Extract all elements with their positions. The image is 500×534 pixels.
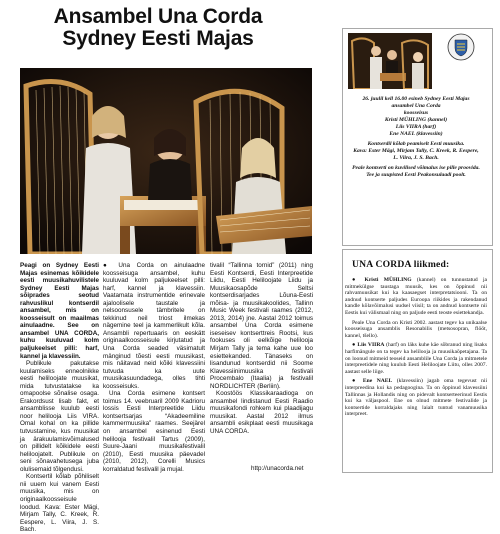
consulate-crest-icon [447, 33, 475, 61]
headline-line2: Sydney Eesti Majas [62, 27, 254, 50]
event-line: koosseisus [403, 110, 429, 116]
article-column-2 [103, 262, 205, 473]
article-paragraph: Una Corda esimene kontsert toimus 14. veebruaril 2009 Kadrioru lossis Eesti Interpreetide Liidu kontsertsarjas “Akadeemiline kammermuusika” raames. Seejärel on ansambel esinenud Eesti helilooja festivalil Tartus (2009), Suure-Jaani muusikafestivalil (2010), Eesti muusika päevadel (2010, 2012), Corelli Musics korraldatud festivalil ja mujal. [103, 390, 205, 473]
member-name: Ene NAEL [362, 378, 393, 385]
event-photo [348, 33, 432, 89]
article-paragraph: ● Una Corda on ainulaadne koosseisuga ansambel, kuhu kuuluvad kolm paljukeelset pilli: harf, kannel ja klavessiin. Vaatamata instrumentide erinevale ajaloolisele taustale ja nelsoonsusele tämbritele on tekkinud neil triost ilmekas nägemine teel ja kammerlikult kõla. Ansambli repertuaaris on eeskätt originaalkoosseisule kirjutatud ja Una Corda seaded väsimatult mänginud tõesti eesti muusikast, mis näitavad neid kõiki klavessiini tutvuda ka uute muusikasuundadega, olles tihti koosseisuks. [103, 262, 205, 390]
event-member-line: Ene NAEL (klavessiin) [389, 131, 443, 137]
headline-line1: Ansambel Una Corda [53, 5, 263, 28]
ensemble-photo [20, 68, 312, 254]
event-line: Kontserdil kõlab peamiselt Eesti muusika. [367, 141, 465, 147]
member-bio: ● Liis VIIRA (harf) on läks kuhe käe sõbranud ning lisaks harfimängule on ta tegev ka helilooja ja muusikaõpetajana. Ta on loonud mitmeid teoseid ansamblile Una Corda ja mitmetele interpreetidele ning kuulub Eesti Heliloojate Liitu, olles 2007. aastast selle liige. [345, 342, 488, 375]
event-line: Tee ja suupisted Eesti Peakonsulaadi poolt. [366, 172, 466, 178]
member-bio: ● Ene NAEL (klavessiin) jagab oma tegevust nii interpreedina kui ka pedagoogina. Ta on õppinud klavessiini Tallinnas ja Hollandis ning on pidevalt kontserteerinud Eestis kui ka väljaspool. Ene on olnud mitmete festivalide ja kontsertide korraldajaks ning laialt tuntud vanamuusika interpreet. [345, 378, 487, 418]
headline [0, 6, 316, 50]
event-date-line: 26. juulil kell 16.00 esineb Sydney Eesti Majas [362, 96, 470, 102]
event-line: L. Viira, J. S. Bach. [393, 155, 439, 161]
event-line: Kava: Ester Mägi, Mirjam Tally, C. Kreek, R. Eespere, [353, 148, 479, 154]
event-ensemble-line: ansambel Una Corda [391, 103, 441, 109]
members-text [345, 277, 487, 421]
event-member-line: Liis VIIRA (harf) [395, 124, 437, 130]
member-name: Kristi MÜHLING [364, 277, 412, 283]
article-paragraph: Kontsertil kõlab põhiliselt nii uuem kui vanem Eesti muusika, mis on originaalkoosseisule loodud. Kava: Ester Mägi, Mirjam Tally, C. Kreek, R. Eespere, L. Viira, J. S. Bach. [20, 473, 99, 534]
article-column-3 [210, 262, 313, 436]
member-bio: Peale Una Corda on Kristi 2002. aastast tegev ka unikaalse koosseisuga ansamblis Resonabilis (metsosopran, flööt, kannel, tšello). [345, 319, 487, 339]
article-paragraph: Koostöös Klassikaraadioga on ansambel lindistanud Eesti Raadio muusikafondi rohkem kui plaadijagu muusikat. Aastal 2012 ilmus ansambli esikplaat eesti muusikaga UNA CORDA. [210, 390, 313, 436]
event-line: Peale kontserti on kuvilised võimalus ise pille proovida. [352, 165, 480, 171]
event-member-line: Kristi MÜHLING (kannel) [384, 117, 448, 123]
article-paragraph: tivalil “Tallinna tornid” (2011) ning Eesti Kontserdi, Eesti Interpreetide Liidu, Eesti Heliloojate Liidu ja Muusikaosapõde Seltsi kontserdisarjades Lõuna-Eesti mõisa- ja muusikakoolides, Tallinn Music Week festivali raames (2012, 2013, 2014) jne. Aastal 2012 toimus ansambel Una Corda esimene iseseisev kontserttreis Rootsi, kus fookuses oli eelkõige helilooja Mirjam Tally ja tema kahe uue loo esiettekanded. Tänaseks on lisandunud kontserdid nii Soome Klavessiinimuusika festivali Procembalo (Itaalia) ja festivalil NORDLICHTER (Berliin). [210, 262, 313, 390]
article-paragraph: Publikule pakutakse kuulamiseks enneolnikke eesti heliloojate muusikat, mida tutvustatakse ka omapoolse sõnalise osaga. Erakordsust lisab fakt, et ansamblisse kuulub eesti noor heliloojа Liis VIRA. Omal kohal on ka pillide tutvustamine, kus muusikat ja ärakuulamisvõimalused on pillidelt kõikidele eesti heliloojatelt. Publikule on seni sõnavahetusega juba olulisemaid tõlgendusi. [20, 360, 99, 473]
member-name: Liis VIIRA [357, 342, 385, 349]
article-lead: Peagi on Sydney Eesti Majas esinemas kõikidele eesti muusikahuvilistele Sydney Eesti Majas sõiprades seotud rahvuslikul kontserdil ansambel, mis on koosseisult on maailmas ainulaadne. See on ansambel UNA CORDA, kuhu kuuluvad kolm paljukeelset pilli: harf, kannel ja klavessiin. [20, 262, 99, 360]
article-column-1 [20, 262, 99, 534]
members-heading: UNA CORDA liikmed: [352, 259, 450, 270]
member-bio: ● Kristi MÜHLING (kannel) on tunnustatud ja mitmekülgse taustaga muusik, kes on õppinud nii rahvamuusikat kui ka kaasaegset interpretatsiooni. Ta on andnud kontserte paljudes Euroopa riikides ja rakendanud kandle kõlavõimalusi uudsel viisil; ta on andnud kontserte nii Eestis kui välismaal ning on paljude eesti teoste esiettekandja. [345, 277, 488, 316]
website-link[interactable]: http://unacorda.net [251, 465, 304, 472]
event-caption [345, 96, 487, 179]
